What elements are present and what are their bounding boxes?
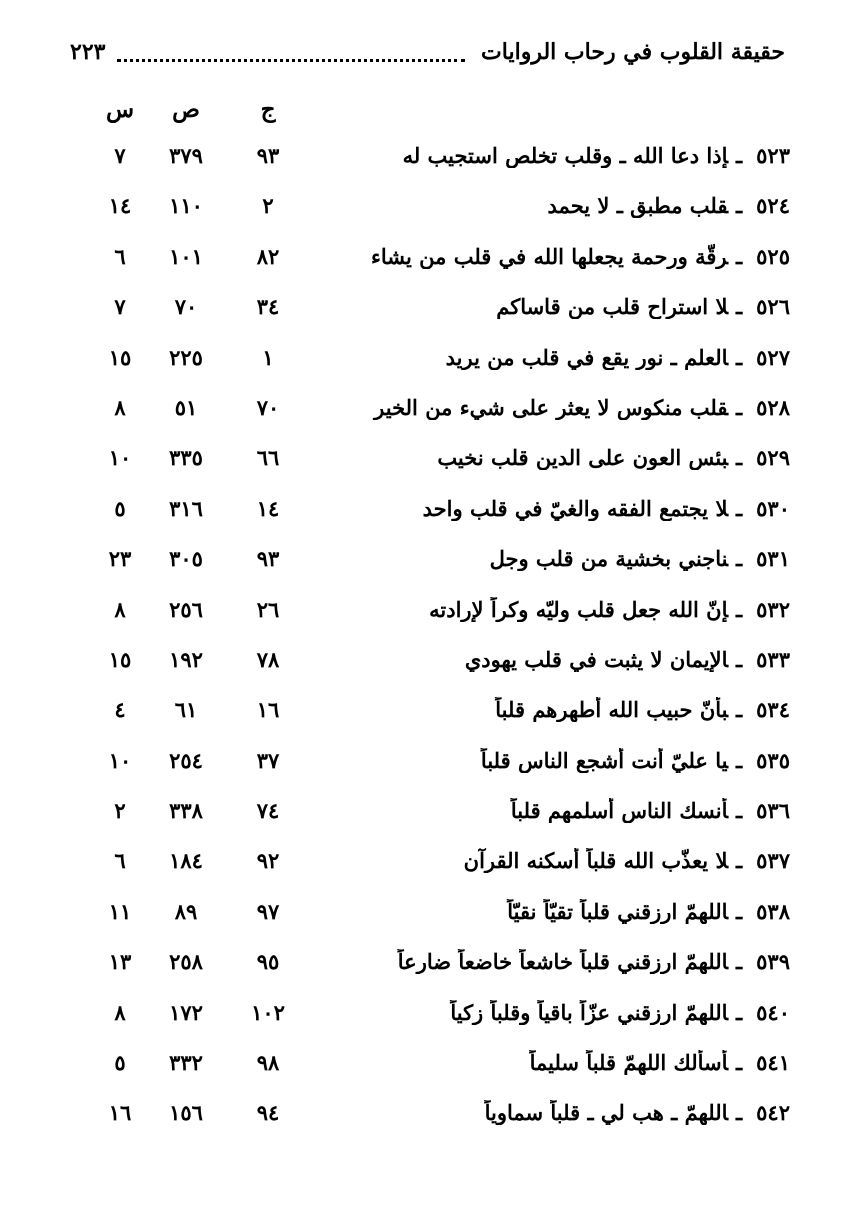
entry-volume: ٣٤	[256, 294, 280, 320]
entry-line: ٤	[114, 697, 126, 723]
entry-volume: ٢	[262, 193, 274, 219]
entry-number: ٥٤٢	[756, 1100, 790, 1126]
entry-text-cell	[350, 143, 790, 168]
entry-number: ٥٣٦	[756, 798, 790, 824]
index-row	[0, 387, 862, 437]
column-header-volume: ج	[260, 96, 276, 123]
index-row	[0, 689, 862, 739]
entry-dash: ـ	[736, 747, 743, 773]
index-row	[0, 639, 862, 689]
entry-text: العلم ـ نور يقع في قلب من يريد	[445, 344, 728, 370]
entry-volume: ٢٦	[256, 596, 280, 622]
entry-volume: ٧٨	[256, 646, 280, 672]
column-header-line: س	[105, 96, 135, 123]
entry-volume: ٩٣	[256, 143, 280, 168]
entry-page: ٣٣٥	[169, 445, 203, 471]
index-row	[0, 891, 862, 941]
entry-text: أنسك الناس أسلمهم قلباً	[510, 798, 728, 824]
entry-page: ٥١	[174, 394, 198, 420]
entry-dash: ـ	[736, 596, 743, 622]
entry-page: ١٥٦	[169, 1100, 203, 1126]
entry-number: ٥٢٨	[756, 394, 790, 420]
entry-line: ٥	[114, 1050, 126, 1076]
entry-volume: ٧٤	[256, 798, 280, 824]
index-row	[0, 337, 862, 387]
entry-text: قلب مطبق ـ لا يحمد	[547, 193, 728, 219]
entry-line: ٧	[114, 143, 126, 168]
entry-text: بئس العون على الدين قلب نخيب	[437, 445, 728, 471]
entry-volume: ٩٨	[256, 1050, 280, 1076]
column-headers	[0, 96, 862, 132]
entry-volume: ٧٠	[256, 394, 280, 420]
entry-line: ٨	[114, 394, 126, 420]
running-header	[70, 30, 785, 74]
entry-text: ناجني بخشية من قلب وجل	[489, 546, 728, 572]
entry-line: ١٣	[108, 949, 132, 975]
index-row	[0, 1042, 862, 1092]
entry-text: إنّ الله جعل قلب وليّه وكراً لإرادته	[429, 596, 728, 622]
leader-dots	[117, 59, 465, 62]
entry-text: لا استراح قلب من قاساكم	[496, 294, 728, 320]
entry-page: ١٠١	[169, 243, 203, 269]
entry-text-cell	[350, 748, 790, 773]
entry-text-cell	[350, 597, 790, 622]
entry-volume: ١٤	[256, 495, 280, 521]
entry-dash: ـ	[736, 193, 743, 219]
entry-number: ٥٤٠	[756, 999, 790, 1025]
entry-line: ١٦	[108, 1100, 132, 1126]
entry-dash: ـ	[736, 949, 743, 975]
entry-dash: ـ	[736, 697, 743, 723]
entry-dash: ـ	[736, 445, 743, 471]
entry-text-cell	[350, 244, 790, 269]
entry-text: اللهمّ ارزقني عزّاً باقياً وقلباً زكياً	[450, 999, 728, 1025]
entry-number: ٥٣٥	[756, 747, 790, 773]
entry-volume: ١	[262, 344, 274, 370]
entry-page: ١٩٢	[169, 646, 203, 672]
entry-dash: ـ	[736, 294, 743, 320]
index-list	[0, 135, 862, 1143]
entry-volume: ٩٣	[256, 546, 280, 572]
entry-text-cell	[350, 1050, 790, 1075]
page-number: ٢٢٣	[70, 39, 106, 65]
entry-number: ٥٣٣	[756, 646, 790, 672]
entry-text: بأنّ حبيب الله أطهرهم قلباً	[495, 697, 728, 723]
entry-number: ٥٢٦	[756, 294, 790, 320]
entry-dash: ـ	[736, 1050, 743, 1076]
entry-volume: ٣٧	[256, 747, 280, 773]
index-row	[0, 790, 862, 840]
entry-text-cell	[350, 899, 790, 924]
index-row	[0, 437, 862, 487]
entry-dash: ـ	[736, 1100, 743, 1126]
index-row	[0, 589, 862, 639]
entry-dash: ـ	[736, 495, 743, 521]
entry-number: ٥٣٤	[756, 697, 790, 723]
entry-volume: ٩٢	[256, 848, 280, 874]
entry-text-cell	[350, 445, 790, 470]
entry-page: ٣١٦	[169, 495, 203, 521]
entry-page: ٣٣٨	[169, 798, 203, 824]
entry-number: ٥٣٨	[756, 898, 790, 924]
entry-number: ٥٢٩	[756, 445, 790, 471]
entry-dash: ـ	[736, 243, 743, 269]
entry-line: ٢٣	[108, 546, 132, 572]
entry-text: يا عليّ أنت أشجع الناس قلباً	[480, 747, 728, 773]
header-title: حقيقة القلوب في رحاب الروايات	[481, 39, 785, 65]
entry-line: ١٠	[108, 747, 132, 773]
entry-volume: ٩٤	[256, 1100, 280, 1126]
entry-dash: ـ	[736, 898, 743, 924]
entry-number: ٥٣٧	[756, 848, 790, 874]
entry-number: ٥٣١	[756, 546, 790, 572]
entry-text: اللهمّ ارزقني قلباً خاشعاً خاضعاً ضارعاً	[397, 949, 728, 975]
entry-text-cell	[350, 294, 790, 319]
entry-dash: ـ	[736, 546, 743, 572]
entry-text: رقّة ورحمة يجعلها الله في قلب من يشاء	[371, 243, 728, 269]
index-row	[0, 941, 862, 991]
entry-number: ٥٤١	[756, 1050, 790, 1076]
entry-text-cell	[350, 1000, 790, 1025]
entry-number: ٥٣٩	[756, 949, 790, 975]
entry-dash: ـ	[736, 848, 743, 874]
index-row	[0, 185, 862, 235]
entry-page: ٧٠	[174, 294, 198, 320]
entry-number: ٥٢٤	[756, 193, 790, 219]
entry-text-cell	[350, 546, 790, 571]
entry-volume: ٦٦	[256, 445, 280, 471]
entry-volume: ١٦	[256, 697, 280, 723]
entry-page: ٢٥٦	[169, 596, 203, 622]
entry-line: ١٤	[108, 193, 132, 219]
index-row	[0, 840, 862, 890]
entry-dash: ـ	[736, 344, 743, 370]
entry-line: ٥	[114, 495, 126, 521]
entry-number: ٥٢٣	[756, 143, 790, 168]
entry-volume: ٨٢	[256, 243, 280, 269]
entry-line: ٨	[114, 999, 126, 1025]
entry-line: ٨	[114, 596, 126, 622]
entry-text-cell	[350, 949, 790, 974]
entry-page: ٦١	[174, 697, 198, 723]
index-row	[0, 286, 862, 336]
entry-volume: ٩٧	[256, 898, 280, 924]
entry-dash: ـ	[736, 646, 743, 672]
index-row	[0, 538, 862, 588]
entry-text: لا يجتمع الفقه والغيّ في قلب واحد	[422, 495, 728, 521]
entry-page: ٨٩	[174, 898, 198, 924]
entry-text-cell	[350, 697, 790, 722]
entry-dash: ـ	[736, 798, 743, 824]
entry-text-cell	[350, 345, 790, 370]
entry-text: أسألك اللهمّ قلباً سليماً	[529, 1050, 728, 1076]
entry-page: ١٨٤	[169, 848, 203, 874]
entry-text-cell	[350, 395, 790, 420]
index-row	[0, 236, 862, 286]
column-header-page: ص	[172, 96, 200, 123]
entry-page: ١٧٢	[169, 999, 203, 1025]
entry-text-cell	[350, 496, 790, 521]
entry-text: الإيمان لا يثبت في قلب يهودي	[464, 646, 728, 672]
entry-line: ١٥	[108, 344, 132, 370]
entry-text-cell	[350, 1100, 790, 1125]
index-row	[0, 1092, 862, 1142]
entry-line: ٦	[114, 848, 126, 874]
entry-page: ٢٥٤	[169, 747, 203, 773]
index-row	[0, 488, 862, 538]
entry-text-cell	[350, 193, 790, 218]
entry-page: ٣٧٩	[169, 143, 203, 168]
entry-text-cell	[350, 848, 790, 873]
entry-text: اللهمّ ارزقني قلباً تقيّاً نقيّاً	[507, 898, 728, 924]
entry-number: ٥٢٥	[756, 243, 790, 269]
entry-dash: ـ	[736, 999, 743, 1025]
entry-text: قلب منكوس لا يعثر على شيء من الخير	[374, 394, 728, 420]
entry-line: ٢	[114, 798, 126, 824]
index-row	[0, 740, 862, 790]
entry-text-cell	[350, 647, 790, 672]
entry-volume: ٩٥	[256, 949, 280, 975]
index-row	[0, 135, 862, 185]
entry-page: ٢٢٥	[169, 344, 203, 370]
entry-page: ١١٠	[169, 193, 203, 219]
entry-number: ٥٣٢	[756, 596, 790, 622]
entry-dash: ـ	[736, 394, 743, 420]
entry-line: ٦	[114, 243, 126, 269]
index-row	[0, 992, 862, 1042]
entry-page: ٣٠٥	[169, 546, 203, 572]
entry-line: ١١	[108, 898, 132, 924]
entry-dash: ـ	[736, 143, 743, 168]
entry-text-cell	[350, 798, 790, 823]
entry-volume: ١٠٢	[251, 999, 285, 1025]
entry-line: ١٠	[108, 445, 132, 471]
entry-number: ٥٢٧	[756, 344, 790, 370]
entry-line: ٧	[114, 294, 126, 320]
entry-number: ٥٣٠	[756, 495, 790, 521]
entry-page: ٣٣٢	[169, 1050, 203, 1076]
entry-line: ١٥	[108, 646, 132, 672]
entry-text: اللهمّ ـ هب لي ـ قلباً سماوياً	[484, 1100, 728, 1126]
entry-text: إذا دعا الله ـ وقلب تخلص استجيب له	[402, 143, 728, 168]
entry-text: لا يعذّب الله قلباً أسكنه القرآن	[463, 848, 728, 874]
entry-page: ٢٥٨	[169, 949, 203, 975]
